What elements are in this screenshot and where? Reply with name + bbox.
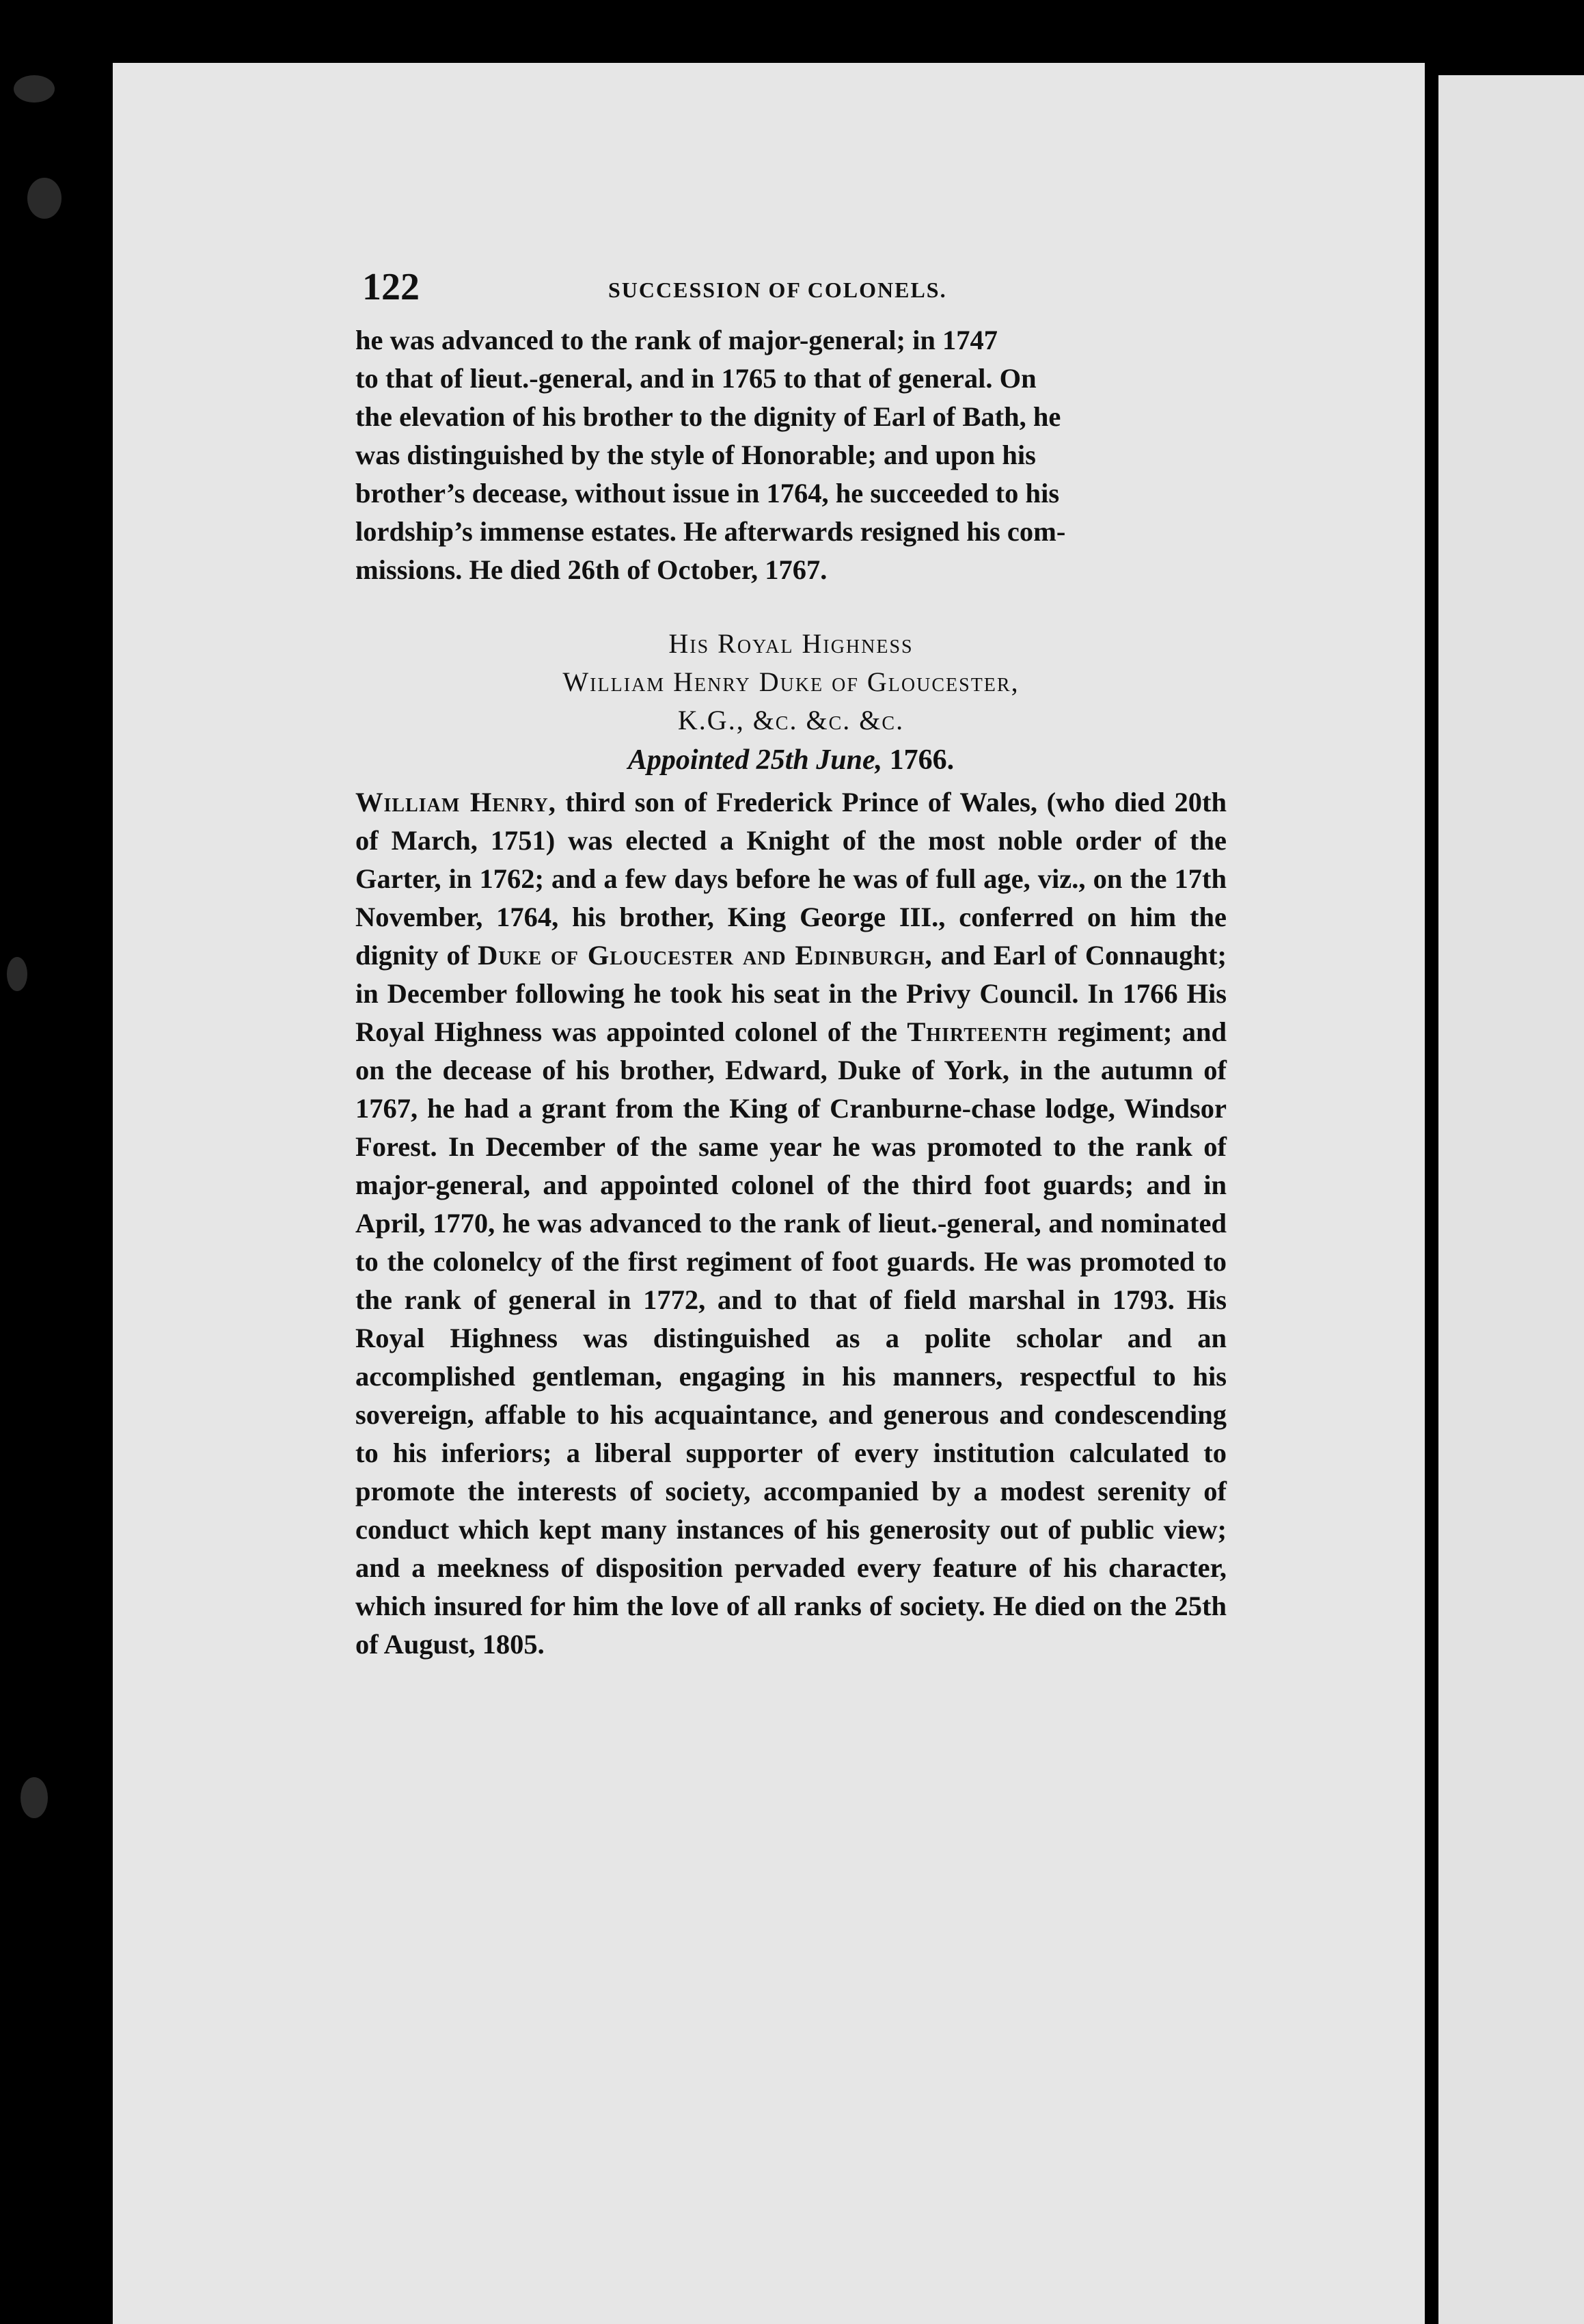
paragraph-duke-biography bbox=[355, 783, 1227, 1664]
appointment-date bbox=[355, 740, 1227, 781]
scan-speck bbox=[7, 957, 27, 991]
biography-regiment: Thirteenth bbox=[907, 1016, 1048, 1047]
heading-royal-highness: His Royal Highness bbox=[668, 628, 914, 659]
facing-page-edge bbox=[1438, 75, 1584, 2324]
text-line: lordship’s immense estates. He afterwards resigned his com- bbox=[355, 516, 1066, 547]
text-line: brother’s decease, without issue in 1764, he succeeded to his bbox=[355, 478, 1060, 509]
scan-speck bbox=[27, 178, 62, 219]
paragraph-earl-of-bath bbox=[355, 321, 1227, 589]
running-head: SUCCESSION OF COLONELS. bbox=[608, 278, 947, 302]
biography-lead-name: William Henry, bbox=[355, 787, 556, 818]
text-line: was distinguished by the style of Honorable; and upon his bbox=[355, 440, 1036, 470]
text-line: missions. He died 26th of October, 1767. bbox=[355, 554, 828, 585]
scan-speck bbox=[14, 75, 55, 103]
heading-duke-name: William Henry Duke of Gloucester, bbox=[562, 666, 1020, 697]
appointment-year: 1766. bbox=[889, 744, 955, 776]
biography-text: and Earl of Connaught; in December following he took his seat in the Privy Council. In 1766 His Royal Highness was appointed colonel of the bbox=[355, 940, 1227, 1047]
page-text bbox=[355, 267, 1227, 1664]
appointment-date-italic: Appointed 25th June, bbox=[627, 744, 883, 776]
biography-text: regiment; and on the decease of his brother, Edward, Duke of York, in the autumn of 1767, he had a grant from the King of Cranburne-chase lodge, Windsor Forest. In December of the same year he was promoted to the rank of major-general, and appointed colonel of the third foot guards; and in April, 1770, he was advanced to the rank of lieut.-general, and nominated to the colonelcy of the first regiment of foot guards. He was promoted to the rank of general in 1772, and to that of field marshal in 1793. His Royal Highness was distinguished as a polite scholar and an accomplished gentleman, engaging in his manners, respectful to his sovereign, affable to his acquaintance, and generous and condescending to his inferiors; a liberal supporter of every institution calculated to promote the interests of society, accompanied by a modest serenity of conduct which kept many instances of his generosity out of public view; and a meekness of disposition pervaded every feature of his character, which insured for him the love of all ranks of society. He died on the 25th of August, 1805. bbox=[355, 1016, 1227, 1660]
page-number: 122 bbox=[362, 266, 420, 308]
text-line: to that of lieut.-general, and in 1765 to that of general. On bbox=[355, 363, 1037, 394]
scan-speck bbox=[21, 1777, 48, 1818]
page-header bbox=[355, 267, 1227, 321]
heading-honours: K.G., &c. &c. &c. bbox=[677, 705, 905, 735]
biography-text: third son of Frederick Prince of Wales, (who died 20th of March, 1751) was elected a Knight of the most noble order of the Garter, in 1762; and a few days before he was of full age, viz., on the 17th November, 1764, his brother, King George III., conferred on him the dignity of bbox=[355, 787, 1227, 971]
text-line: the elevation of his brother to the dignity of Earl of Bath, he bbox=[355, 401, 1061, 432]
text-line: he was advanced to the rank of major-general; in 1747 bbox=[355, 325, 998, 355]
biography-title: Duke of Gloucester and Edinburgh, bbox=[478, 940, 933, 971]
